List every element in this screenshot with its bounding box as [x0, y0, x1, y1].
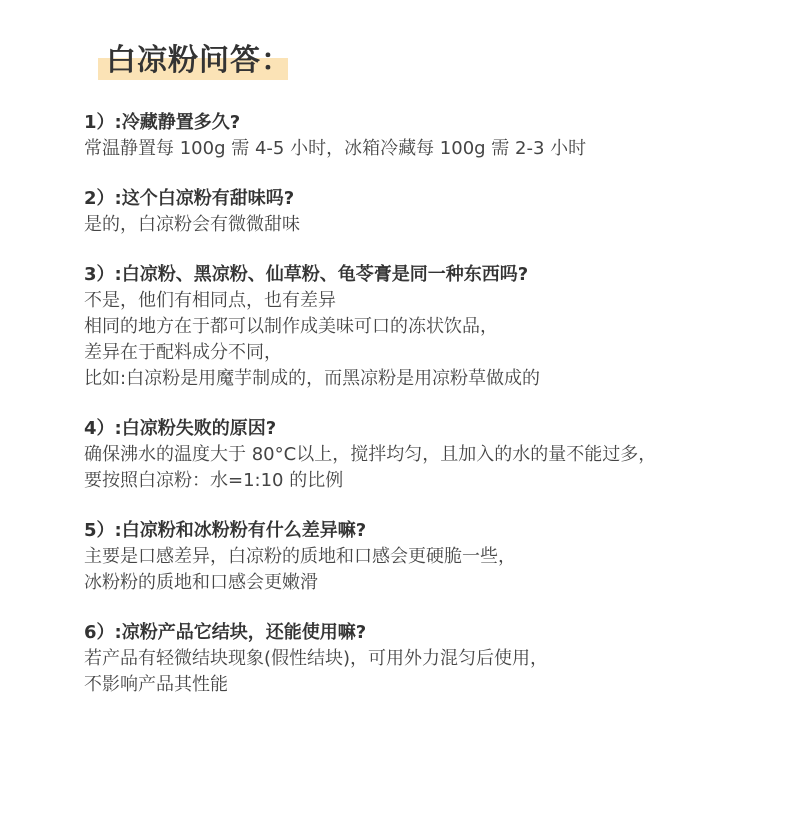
faq-answer-3-line-1: 不是，他们有相同点，也有差异 — [84, 290, 336, 311]
faq-question-1: 1）:冷藏静置多久? — [84, 112, 241, 133]
faq-question-3: 3）:白凉粉、黑凉粉、仙草粉、龟苓膏是同一种东西吗? — [84, 264, 529, 285]
faq-item-2 — [84, 186, 764, 238]
page-title: 白凉粉问答： — [106, 43, 292, 78]
faq-question-2: 2）:这个白凉粉有甜味吗? — [84, 188, 295, 209]
faq-item-3 — [84, 262, 764, 392]
faq-answer-3-line-3: 差异在于配料成分不同， — [84, 342, 282, 363]
faq-item-4 — [84, 416, 764, 494]
faq-list — [84, 110, 764, 722]
faq-answer-5-line-2: 冰粉粉的质地和口感会更嫩滑 — [84, 572, 318, 593]
faq-answer-6-line-2: 不影响产品其性能 — [84, 674, 228, 695]
faq-item-6 — [84, 620, 764, 698]
faq-answer-1-line-1: 常温静置每 100g 需 4-5 小时，冰箱冷藏每 100g 需 2-3 小时 — [84, 138, 587, 159]
faq-question-5: 5）:白凉粉和冰粉粉有什么差异嘛? — [84, 520, 367, 541]
faq-answer-2-line-1: 是的，白凉粉会有微微甜味 — [84, 214, 300, 235]
faq-question-6: 6）:凉粉产品它结块，还能使用嘛? — [84, 622, 367, 643]
faq-answer-3-line-4: 比如:白凉粉是用魔芋制成的，而黑凉粉是用凉粉草做成的 — [84, 368, 541, 389]
faq-answer-6-line-1: 若产品有轻微结块现象(假性结块)，可用外力混匀后使用， — [84, 648, 549, 669]
faq-item-1 — [84, 110, 764, 162]
title-block — [98, 36, 292, 86]
faq-answer-4-line-1: 确保沸水的温度大于 80°C以上，搅拌均匀，且加入的水的量不能过多， — [84, 444, 657, 465]
faq-question-4: 4）:白凉粉失败的原因? — [84, 418, 277, 439]
faq-answer-4-line-2: 要按照白凉粉：水=1:10 的比例 — [84, 470, 344, 491]
faq-item-5 — [84, 518, 764, 596]
faq-answer-3-line-2: 相同的地方在于都可以制作成美味可口的冻状饮品， — [84, 316, 498, 337]
faq-answer-5-line-1: 主要是口感差异，白凉粉的质地和口感会更硬脆一些， — [84, 546, 516, 567]
